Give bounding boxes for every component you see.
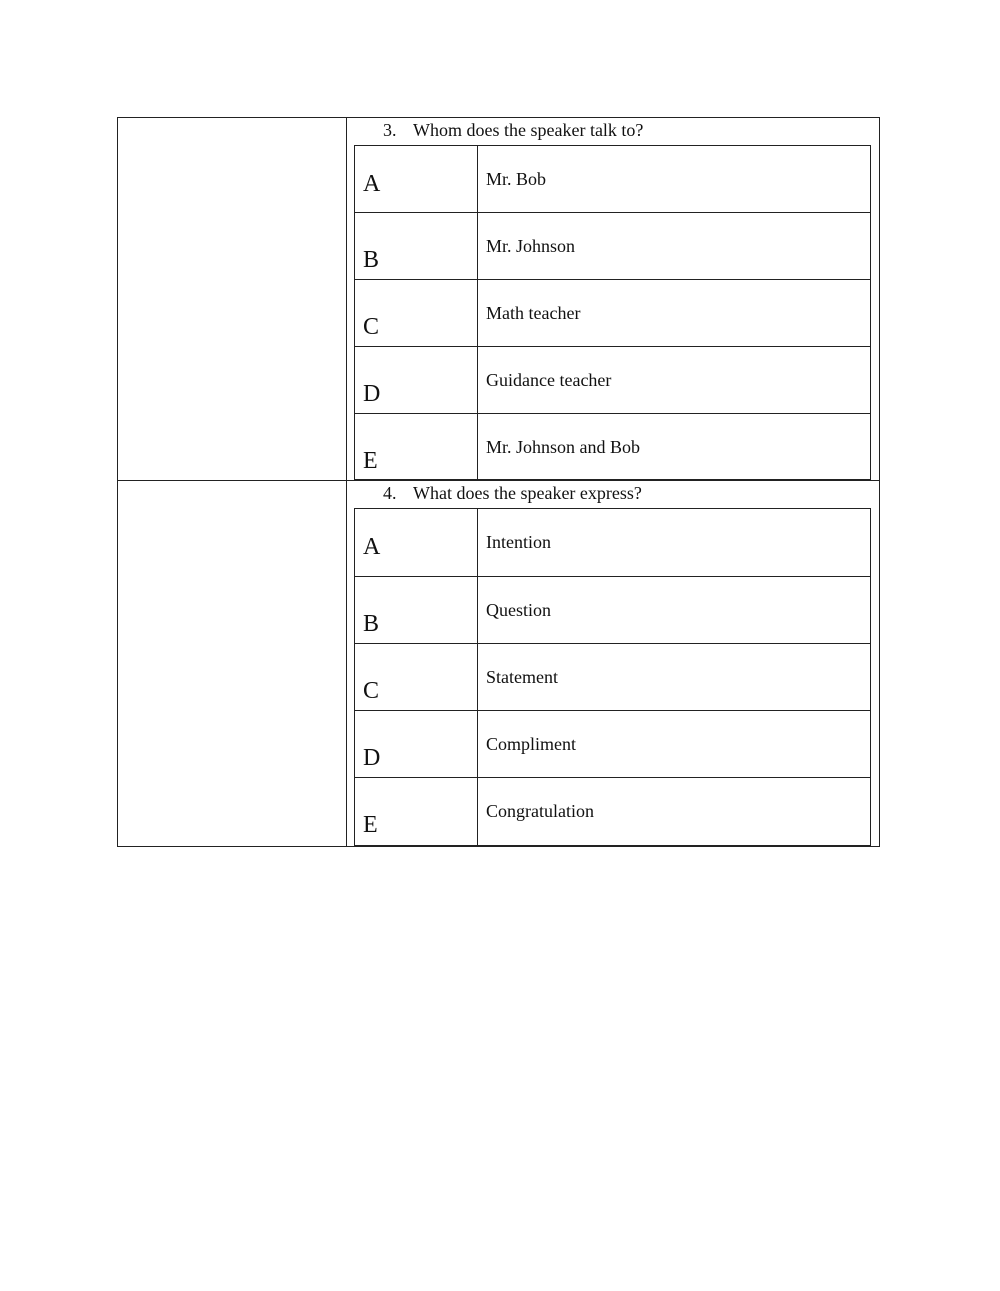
option-letter: C	[363, 678, 380, 704]
options-table	[354, 145, 871, 480]
option-letter: A	[363, 171, 381, 197]
options-table	[354, 508, 871, 846]
option-row-a[interactable]	[355, 146, 870, 213]
option-letter: E	[363, 448, 378, 474]
question-block-4	[117, 480, 880, 847]
option-row-a[interactable]	[355, 509, 870, 577]
option-letter: B	[363, 611, 380, 637]
question-number: 3.	[383, 120, 397, 140]
option-letter: E	[363, 812, 378, 838]
option-row-c[interactable]	[355, 644, 870, 711]
option-row-d[interactable]	[355, 711, 870, 778]
option-text: Guidance teacher	[486, 370, 612, 390]
option-letter: B	[363, 247, 380, 273]
blank-left-cell	[118, 118, 347, 480]
option-row-e[interactable]	[355, 414, 870, 481]
option-row-b[interactable]	[355, 577, 870, 644]
option-text: Statement	[486, 667, 558, 687]
option-text: Mr. Bob	[486, 169, 547, 189]
option-text: Intention	[486, 532, 551, 552]
option-letter: C	[363, 314, 380, 340]
option-letter: D	[363, 745, 381, 771]
option-text: Mr. Johnson and Bob	[486, 437, 641, 457]
option-letter: A	[363, 534, 381, 560]
option-text: Question	[486, 600, 551, 620]
option-text: Mr. Johnson	[486, 236, 576, 256]
question-prompt	[383, 482, 642, 504]
option-text: Compliment	[486, 734, 576, 754]
option-text: Math teacher	[486, 303, 581, 323]
option-row-c[interactable]	[355, 280, 870, 347]
question-block-3	[117, 117, 880, 481]
option-letter: D	[363, 381, 381, 407]
option-text: Congratulation	[486, 801, 594, 821]
question-text: What does the speaker express?	[413, 483, 642, 503]
question-number: 4.	[383, 483, 397, 503]
blank-left-cell	[118, 481, 347, 846]
option-row-d[interactable]	[355, 347, 870, 414]
question-prompt	[383, 119, 643, 141]
option-row-e[interactable]	[355, 778, 870, 846]
option-row-b[interactable]	[355, 213, 870, 280]
question-text: Whom does the speaker talk to?	[413, 120, 644, 140]
